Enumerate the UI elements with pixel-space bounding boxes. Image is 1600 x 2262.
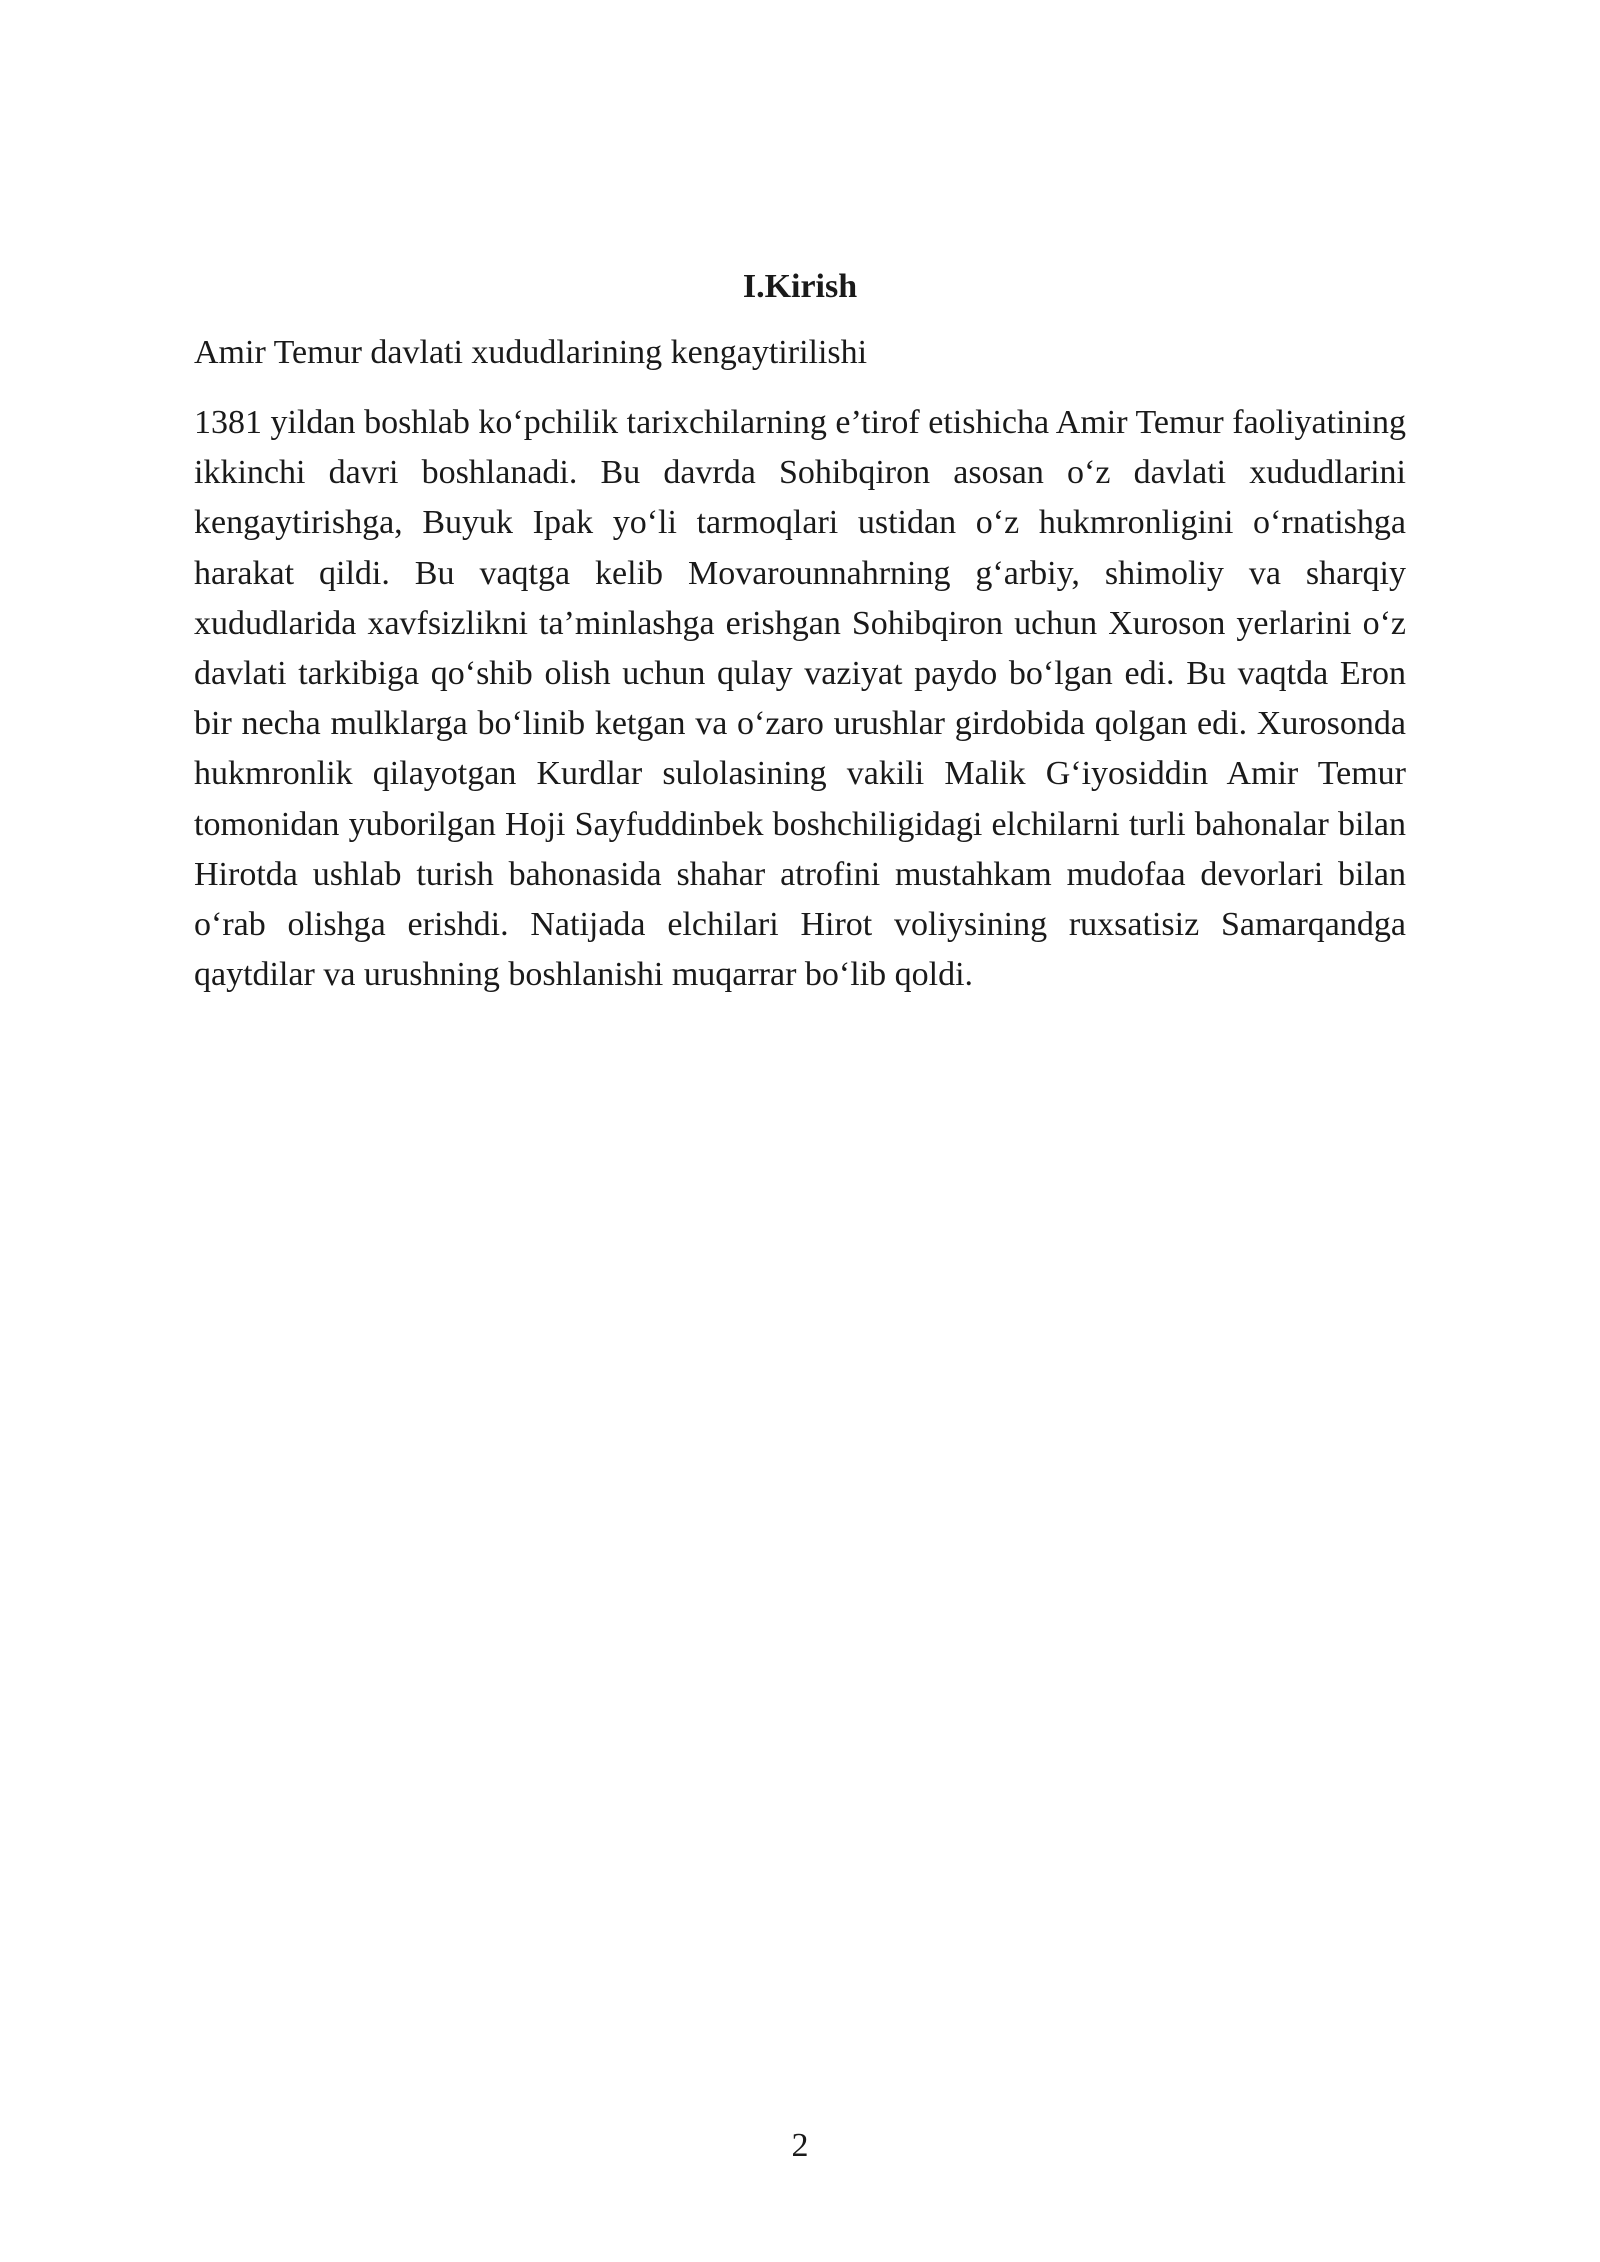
page-content	[194, 262, 1406, 1000]
page-number: 2	[791, 2127, 809, 2164]
body-paragraph: 1381 yildan boshlab ko‘pchilik tarixchilarning e’tirof etishicha Amir Temur faoliyatining ikkinchi davri boshlanadi. Bu davrda Sohibqiron asosan o‘z davlati xududlarini kengaytirishga, Buyuk Ipak yo‘li tarmoqlari ustidan o‘z hukmronligini o‘rnatishga harakat qildi. Bu vaqtga kelib Movarounnahrning g‘arbiy, shimoliy va sharqiy xududlarida xavfsizlikni ta’minlashga erishgan Sohibqiron uchun Xuroson yerlarini o‘z davlati tarkibiga qo‘shib olish uchun qulay vaziyat paydo bo‘lgan edi. Bu vaqtda Eron bir necha mulklarga bo‘linib ketgan va o‘zaro urushlar girdobida qolgan edi. Xurosonda hukmronlik qilayotgan Kurdlar sulolasining vakili Malik G‘iyosiddin Amir Temur tomonidan yuborilgan Hoji Sayfuddinbek boshchiligidagi elchilarni turli bahonalar bilan Hirotda ushlab turish bahonasida shahar atrofini mustahkam mudofaa devorlari bilan o‘rab olishga erishdi. Natijada elchilari Hirot voliysining ruxsatisiz Samarqandga qaytdilar va urushning boshlanishi muqarrar bo‘lib qoldi.	[194, 404, 1406, 994]
section-subtitle: Amir Temur davlati xududlarining kengaytirilishi	[194, 334, 868, 371]
section-heading: I.Kirish	[742, 268, 858, 305]
